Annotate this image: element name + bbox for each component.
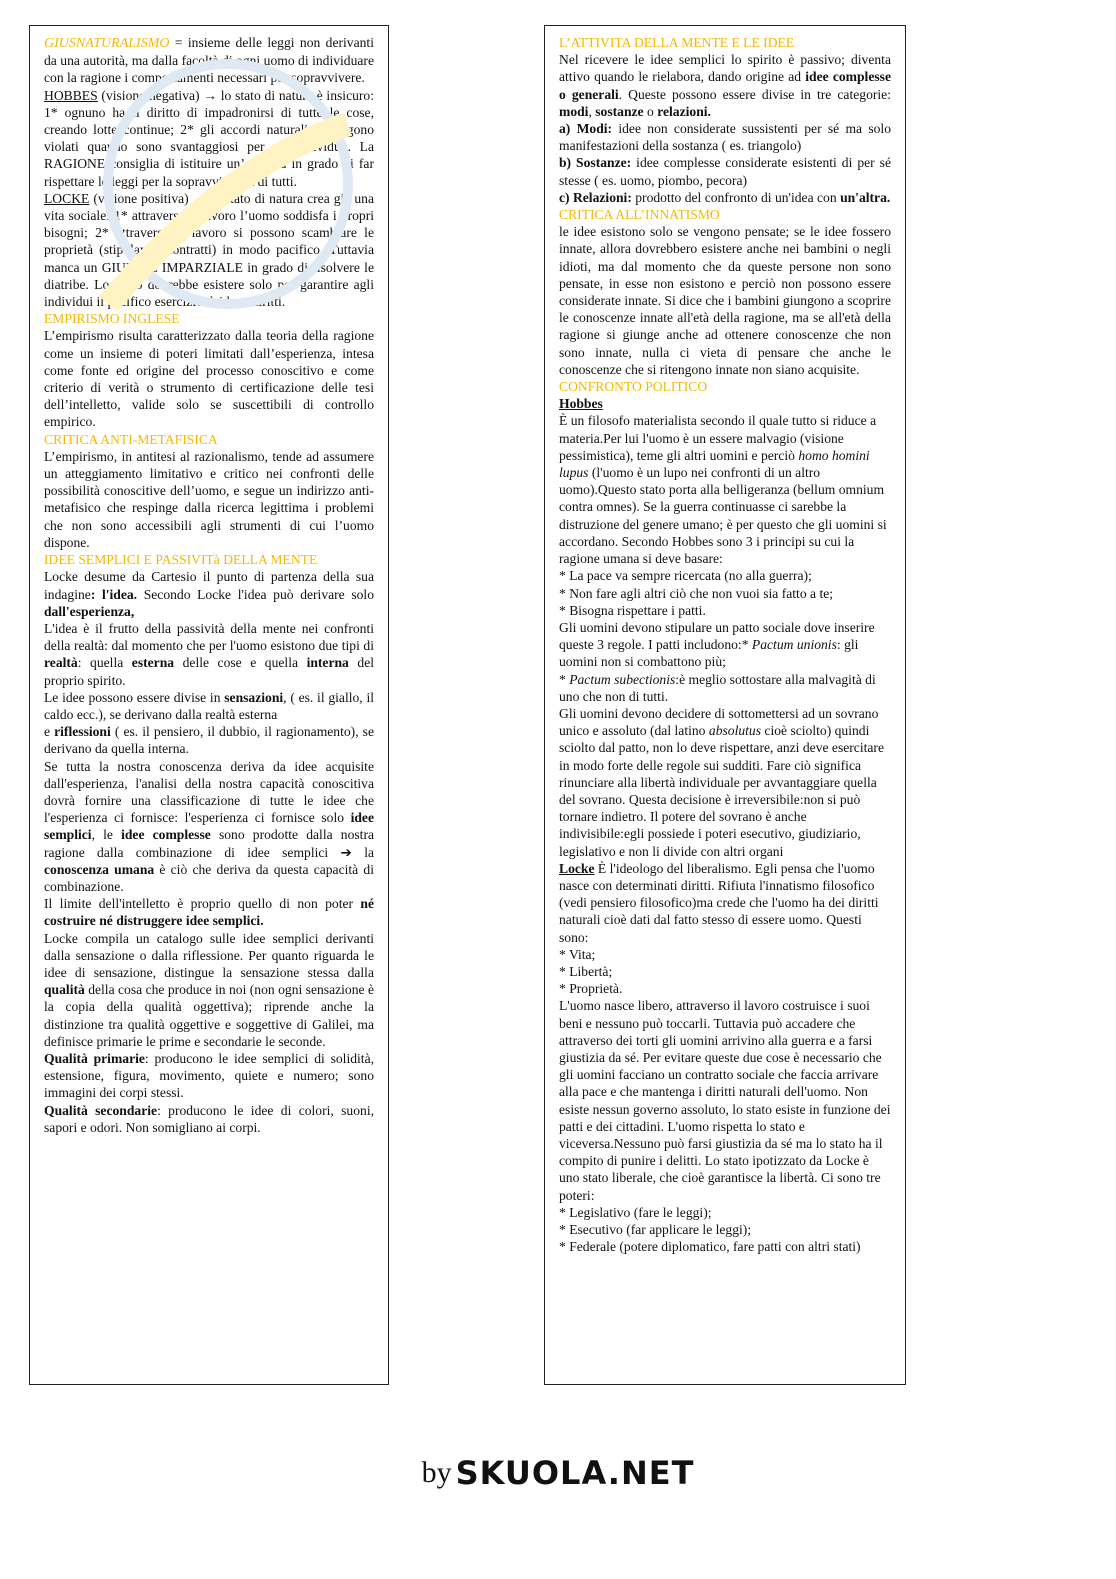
sostanze-item: b) Sostanze: idee complesse considerate esistenti di per sé stesse ( es. uomo, piombo, pecora) xyxy=(559,155,891,188)
idee-paragraph-6: Locke compila un catalogo sulle idee semplici derivanti dalla sensazione o dalla riflessione. Per quanto riguarda le idee di sensazione, distingue la sensazione stessa dalla qualità della cosa che produce in noi (non ogni sensazione è la copia della qualità oggettiva); riprende anche la distinzione tra qualità oggettive e soggettive di Galilei, ma definisce primarie le prime e secondarie le seconde. xyxy=(44,930,374,1049)
idee-semplici-heading: IDEE SEMPLICI E PASSIVITà DELLA MENTE xyxy=(44,552,318,568)
confronto-heading: CONFRONTO POLITICO xyxy=(559,379,708,395)
locke-paragraph-2: L'uomo nasce libero, attraverso il lavoro costruisce i suoi beni e nessuno può toccarli. Tuttavia può accadere che attraverso dei torti gli uomini arrivino alla guerra e a farsi giustizia da sé. Per evitare queste due cose è necessario che gli uomini facciano un contratto sociale che faccia arrivare alla pace e che mantenga i diritti naturali dell'uomo. Non esiste nessun governo assoluto, lo stato esiste in funzione dei patti e dei cittadini. L'uomo rispetta lo stato e viceversa.Nessuno può farsi giustizia da sé ma lo stato ha il compito di punire i delitti. Lo stato ipotizzato da Locke è uno stato liberale, che cioè garantisce la libertà. Ci sono tre poteri: xyxy=(559,998,891,1203)
modi-item: a) Modi: idee non considerate sussistenti per sé ma solo manifestazioni della sostanza ( es. triangolo) xyxy=(559,121,891,154)
power-3: * Federale (potere diplomatico, fare patti con altri stati) xyxy=(559,1239,861,1255)
attivita-heading: L’ATTIVITA DELLA MENTE E LE IDEE xyxy=(559,35,795,50)
idee-paragraph-2: L'idea è il frutto della passività della mente nei confronti della realtà: dal momento che per l'uomo esistono due tipi di realtà: quella esterna delle cose e quella interna del proprio spirito. xyxy=(44,620,374,688)
power-1: * Legislativo (fare le leggi); xyxy=(559,1204,712,1220)
power-2: * Esecutivo (far applicare le leggi); xyxy=(559,1222,752,1238)
giusnaturalismo-text: = insieme delle leggi non derivanti da una autorità, ma dalla facoltà di ogni uomo di individuare con la ragione i comportamenti necessari per sopravvivere. xyxy=(44,35,374,86)
empirismo-heading: EMPIRISMO INGLESE xyxy=(44,311,180,327)
hobbes-principle-2: * Non fare agli altri ciò che non vuoi sia fatto a te; xyxy=(559,585,834,601)
hobbes-paragraph-1: È un filosofo materialista secondo il quale tutto si riduce a materia.Per lui l'uomo è un essere malvagio (visione pessimistica), teme gli altri uomini e perciò homo homini lupus (l'uomo è un lupo nei confronti di un altro uomo).Questo stato porta alla belligeranza (bellum omnium contra omnes). Se la guerra continuasse ci sarebbe la distruzione del genere umano; è per questo che gli uomini si accordano. Secondo Hobbes sono 3 i principi su cui la ragione umana si deve basare: xyxy=(559,413,887,567)
locke-right-1: * Vita; xyxy=(559,946,596,962)
footer-by: by xyxy=(421,1456,452,1489)
innatismo-text: le idee esistono solo se vengono pensate; se le idee fossero innate, allora dovrebbero esistere anche nei bambini o negli idioti, ma dal momento che da queste persone non sono pensate, in esse non esistono e perciò non possono essere considerate innate. Si dice che i bambini giungono a scoprire le conoscenze innate all'età della ragione, ma se all'età della ragione si giunge anche ad ottenere conoscenze che non sono innate, nulla ci vieta di pensare che anche le conoscenze che si ritengono innate non siano acquisite. xyxy=(559,224,891,377)
critica-text: L’empirismo, in antitesi al razionalismo, tende ad assumere un atteggiamento limitativo e critico nei confronti delle possibilità conoscitive dell’uomo, e segue un indirizzo anti-metafisico che respinge dalla ricerca legittima i problemi che non sono accessibili agli strumenti di cui l’uomo dispone. xyxy=(44,448,374,550)
locke-heading: Locke xyxy=(559,860,595,876)
locke-label: LOCKE xyxy=(44,190,90,206)
hobbes-principle-1: * La pace va sempre ricercata (no alla guerra); xyxy=(559,568,812,584)
idee-paragraph-3: Le idee possono essere divise in sensazioni, ( es. il giallo, il caldo ecc.), se derivano dalla realtà esterna e riflessioni ( es. il pensiero, il dubbio, il ragionamento), se derivano da quella interna. xyxy=(44,689,375,757)
empirismo-text: L’empirismo risulta caratterizzato dalla teoria della ragione come un insieme di poteri limitati dall’esperienza, intesa come fonte ed origine del processo conoscitivo e come criterio di verità o strumento di certificazione delle tesi dell’intelletto, valide solo se suscettibili di controllo empirico. xyxy=(44,328,374,430)
locke-text: (visione positiva) → lo stato di natura crea già una vita sociale: 1* attraverso il lavoro l’uomo soddisfa i propri bisogni; 2* attraverso il lavoro si possono scambiare le proprietà (stipulando contratti) in modo pacifico. Tuttavia manca un GIUDICE IMPARZIALE in grado di risolvere le diatribe. Lo Stato dovrebbe esistere solo per garantire agli individui il pacifico esercizio dei loro diritti. xyxy=(44,190,374,310)
hobbes-paragraph-4: Gli uomini devono decidere di sottomettersi ad un sovrano unico e assoluto (dal latino absolutus cioè sciolto) quindi sciolto dal patto, non lo deve rispettare, anzi deve esercitare in modo forte delle regole sui sudditi. Fare ciò significa rinunciare alla libertà individuale per avvantaggiare quella del sovrano. Questa decisione è irreversibile:non si può tornare indietro. Il potere del sovrano è anche indivisibile:egli possiede i poteri esecutivo, giudiziario, legislativo e non li divide con altri organi xyxy=(559,705,884,859)
right-column xyxy=(544,25,906,1385)
idee-paragraph-5: Il limite dell'intelletto è proprio quello di non poter né costruire né distruggere idee semplici. xyxy=(44,896,374,929)
idee-paragraph-1: Locke desume da Cartesio il punto di partenza della sua indagine: l'idea. Secondo Locke l'idea può derivare solo dall'esperienza, xyxy=(44,569,374,619)
locke-right-2: * Libertà; xyxy=(559,963,613,979)
relazioni-item: c) Relazioni: prodotto del confronto di un'idea con un'altra. xyxy=(559,189,891,205)
qualita-secondarie: Qualità secondarie: producono le idee di colori, suoni, sapori e odori. Non somigliano ai corpi. xyxy=(44,1102,374,1135)
hobbes-principle-3: * Bisogna rispettare i patti. xyxy=(559,602,706,618)
critica-heading: CRITICA ANTI-METAFISICA xyxy=(44,431,218,447)
skuola-logo: SKUOLA.NET xyxy=(455,1454,695,1492)
hobbes-text: (visione negativa) → lo stato di natura è insicuro: 1* ognuno ha il diritto di impadronirsi di tutte le cose, creando lotte continue; 2* gli accordi naturalisti vengono violati quando sono svantaggiosi per un individuo. La RAGIONE consiglia di istituire un’autorità in grado di far rispettare le leggi per la sopravvivenza di tutti. xyxy=(44,87,374,189)
attivita-text: Nel ricevere le idee semplici lo spirito è passivo; diventa attivo quando le rielabora, dando origine ad idee complesse o generali. Queste possono essere divise in tre categorie: modi, sostanze o relazioni. xyxy=(559,52,891,119)
locke-paragraph-1: Locke È l'ideologo del liberalismo. Egli pensa che l'uomo nasce con determinati diritti. Rifiuta l'innatismo filosofico (vedi pensiero filosofico)ma crede che l'uomo ha dei diritti naturali cioè dati dal fatto stesso di essere uomo. Questi sono: xyxy=(559,860,879,945)
hobbes-heading: Hobbes xyxy=(559,396,603,412)
giusnaturalismo-heading: GIUSNATURALISMO xyxy=(44,36,170,51)
left-column xyxy=(29,25,389,1385)
locke-right-3: * Proprietà. xyxy=(559,981,623,997)
qualita-primarie: Qualità primarie: producono le idee semplici di solidità, estensione, figura, movimento, quiete e numero; sono immagini dei corpi stessi. xyxy=(44,1050,374,1101)
footer-branding xyxy=(0,1454,1116,1492)
hobbes-paragraph-2: Gli uomini devono stipulare un patto sociale dove inserire queste 3 regole. I patti includono:* Pactum unionis: gli uomini non si combattono più; xyxy=(559,619,875,670)
hobbes-label: HOBBES xyxy=(44,87,98,103)
hobbes-paragraph-3: * Pactum subectionis:è meglio sottostare alla malvagità di uno che non di tutti. xyxy=(559,671,876,704)
idee-paragraph-4: Se tutta la nostra conoscenza deriva da idee acquisite dall'esperienza, l'analisi della nostra capacità conoscitiva dovrà fornire una classificazione di tutte le idee che l'esperienza ci fornisce: l'esperienza ci fornisce solo idee semplici, le idee complesse sono prodotte dalla nostra ragione dalla combinazione di idee semplici ➔ la conoscenza umana è ciò che deriva da questa capacità di combinazione. xyxy=(44,758,375,894)
innatismo-heading: CRITICA ALL’INNATISMO xyxy=(559,207,720,223)
